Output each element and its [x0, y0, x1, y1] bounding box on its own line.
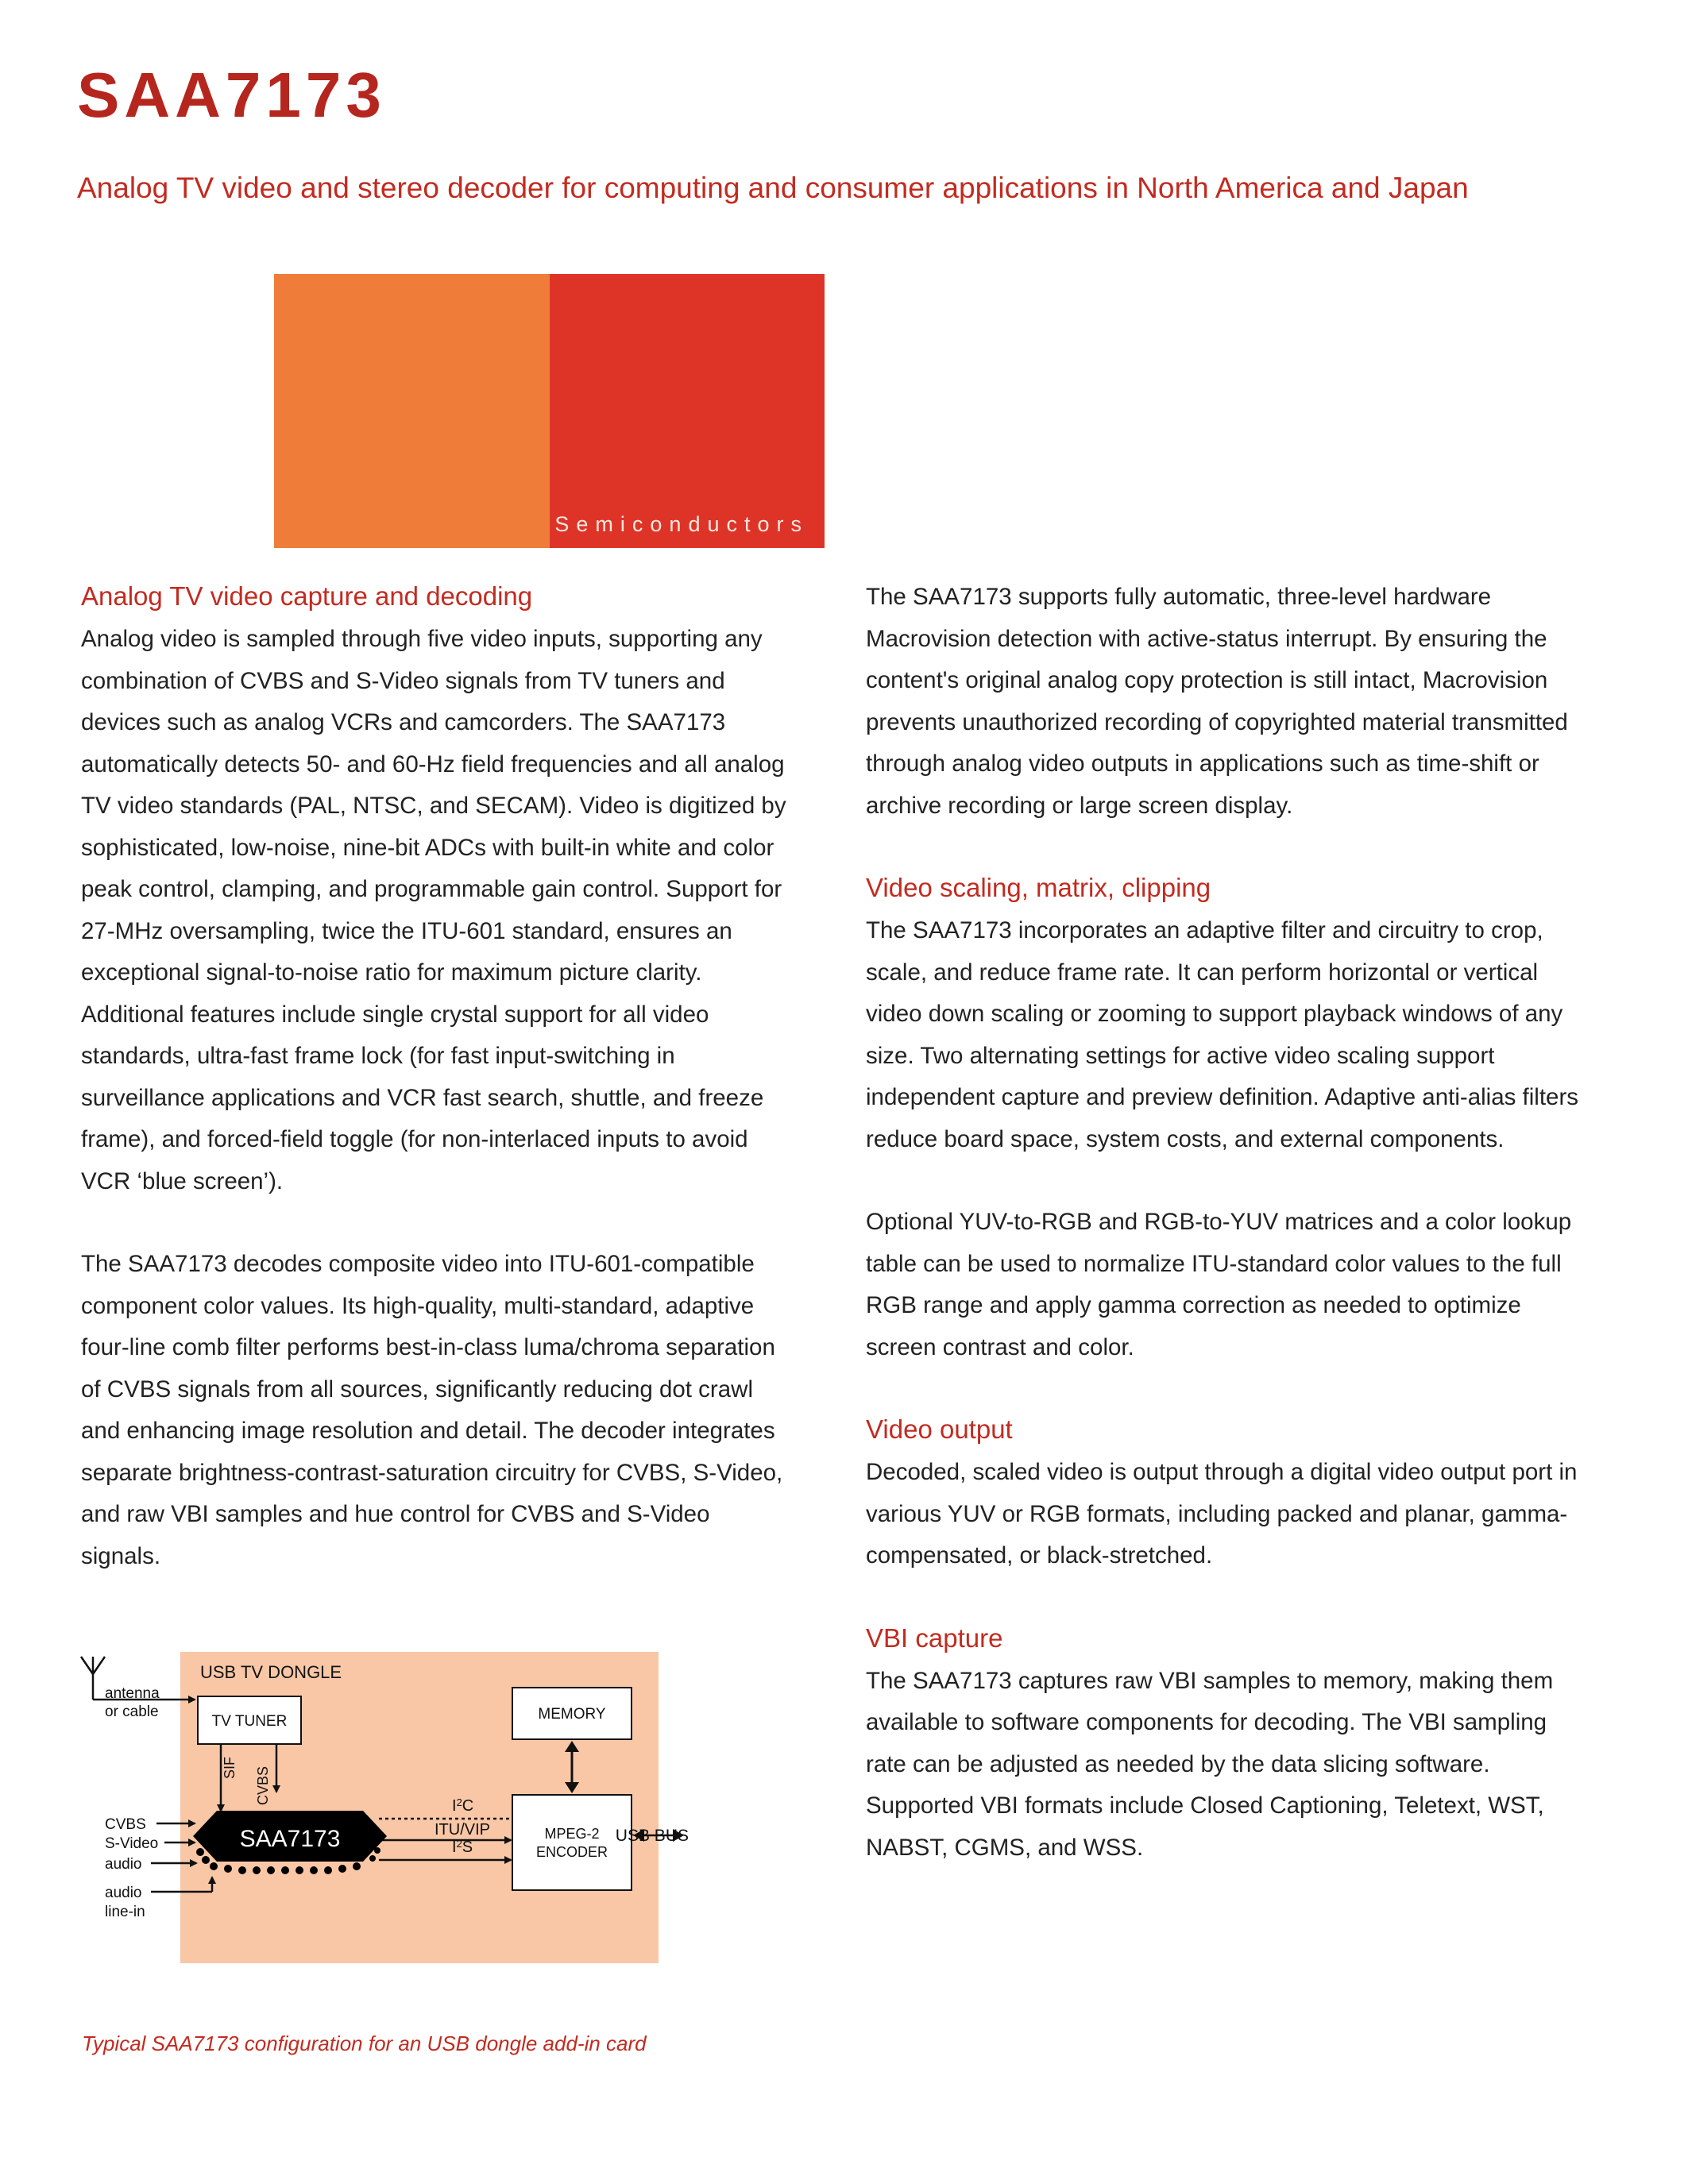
capture-paragraph-1: Analog video is sampled through five video inputs, supporting any combination of CVBS and S-Video signals from TV tuners and devices such as analog VCRs and camcorders. The SAA7173 automatically detects 50- and 60-Hz field frequencies and all analog TV video standards (PAL, NTSC, and SECAM). Video is digitized by sophisticated, low-noise, nine-bit ADCs with built-in white and color peak control, clamping, and programmable gain control. Support for 27-MHz oversampling, twice the ITU-601 standard, ensures an exceptional signal-to-noise ratio for maximum picture clarity. Additional features include single crystal support for all video standards, ultra-fast frame lock (for fast input-switching in surveillance applications and VCR fast search, shuttle, and freeze frame), and forced-field toggle (for non-interlaced inputs to avoid VCR ‘blue screen’). — [81, 626, 786, 1194]
section-heading-capture: Analog TV video capture and decoding — [81, 581, 533, 611]
cvbs-vertical-label: CVBS — [255, 1765, 271, 1805]
scaling-paragraph-2: Optional YUV-to-RGB and RGB-to-YUV matrices and a color lookup table can be used to normalize ITU-standard color values to the full RGB range and apply gamma correction as needed to optimize screen contrast and color. — [866, 1209, 1572, 1360]
encoder-label-line2: ENCODER — [535, 1844, 608, 1860]
product-title: SAA7173 — [77, 60, 386, 130]
usb-bus-label: USB BUS — [615, 1827, 689, 1845]
block-diagram — [77, 1652, 705, 1985]
right-column — [866, 577, 1581, 1869]
banner-label: Semiconductors — [554, 512, 809, 536]
i2s-label: $I^2S$ — [452, 1838, 473, 1856]
audio-linein-label-line1: audio — [105, 1885, 142, 1901]
banner-orange-block — [274, 274, 550, 548]
section-heading-vbi: VBI capture — [866, 1623, 1003, 1653]
vbi-paragraph: The SAA7173 captures raw VBI samples to memory, making them available to software components for decoding. The VBI sampling rate can be adjusted as needed by the data slicing software. Supported VBI formats include Closed Captioning, Teletext, WST, NABST, CGMS, and WSS. — [866, 1667, 1554, 1861]
macrovision-paragraph: The SAA7173 supports fully automatic, three-level hardware Macrovision detection with active-status interrupt. By ensuring the content's original analog copy protection is still intact, Macrovision prevents unauthorized recording of copyrighted material transmitted through analog video outputs in applications such as time-shift or archive recording or large screen display. — [866, 584, 1568, 819]
dongle-label: USB TV DONGLE — [200, 1662, 342, 1682]
audio-linein-label-line2: line-in — [105, 1904, 145, 1920]
scaling-paragraph-1: The SAA7173 incorporates an adaptive filter and circuitry to crop, scale, and reduce frame rate. It can perform horizontal or vertical video down scaling or zooming to support playback windows of any size. Two alternating settings for active video scaling support independent capture and preview definition. Adaptive anti-alias filters reduce board space, system costs, and external components. — [866, 917, 1579, 1152]
diagram-caption: Typical SAA7173 configuration for an USB dongle add-in card — [82, 2032, 647, 2055]
mpeg2-encoder-block — [512, 1795, 632, 1890]
antenna-label-line2: or cable — [105, 1704, 159, 1720]
section-heading-output: Video output — [866, 1414, 1013, 1444]
product-subtitle: Analog TV video and stereo decoder for computing and consumer applications in North America and Japan — [77, 172, 1469, 204]
memory-label: MEMORY — [538, 1706, 606, 1723]
ituvip-label: ITU/VIP — [435, 1821, 491, 1839]
chip-label: SAA7173 — [239, 1826, 341, 1852]
cvbs-input-label: CVBS — [105, 1816, 146, 1833]
banner-red-block — [550, 274, 825, 548]
output-paragraph: Decoded, scaled video is output through a digital video output port in various YUV or RGB formats, including packed and planar, gamma-compensated, or black-stretched. — [866, 1459, 1578, 1569]
section-heading-scaling: Video scaling, matrix, clipping — [866, 873, 1211, 902]
sif-label: SIF — [222, 1756, 238, 1779]
capture-paragraph-2: The SAA7173 decodes composite video into ITU-601-compatible component color values. Its high-quality, multi-standard, adaptive four-line comb filter performs best-in-class luma/chroma separation of CVBS signals from all sources, significantly reducing dot crawl and enhancing image resolution and detail. The decoder integrates separate brightness-contrast-saturation circuitry for CVBS, S-Video, and raw VBI samples and hue control for CVBS and S-Video signals. — [81, 1251, 783, 1569]
audio-input-label: audio — [105, 1856, 142, 1873]
tv-tuner-label: TV TUNER — [211, 1713, 288, 1730]
left-column — [81, 577, 788, 1577]
svideo-input-label: S-Video — [105, 1835, 159, 1852]
antenna-label-line1: antenna — [105, 1685, 160, 1702]
encoder-label-line1: MPEG-2 — [544, 1826, 600, 1842]
brand-banner — [274, 274, 825, 548]
i2c-label: $I^2C$ — [452, 1796, 474, 1815]
